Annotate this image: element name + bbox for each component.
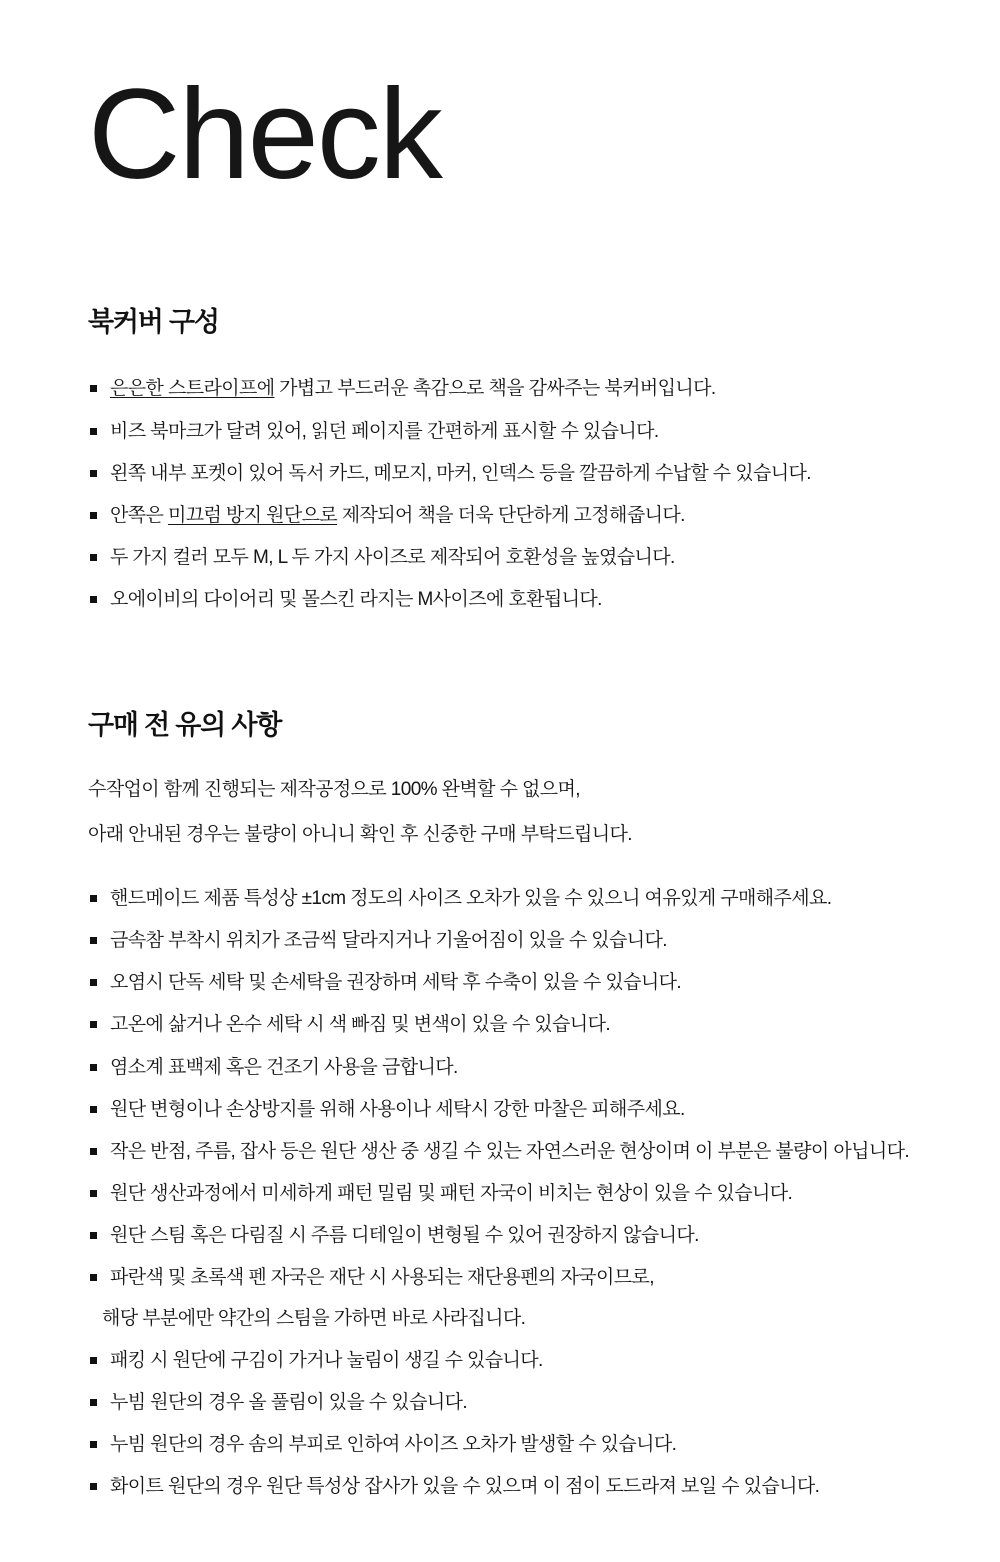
list-item — [90, 546, 940, 569]
list-item-text — [110, 462, 940, 485]
list-item-text: 핸드메이드 제품 특성상 ±1cm 정도의 사이즈 오차가 있을 수 있으니 여유있게 구매해주세요. — [110, 887, 832, 909]
list-item — [90, 1182, 940, 1205]
list-item-text: 누빔 원단의 경우 솜의 부피로 인하여 사이즈 오차가 발생할 수 있습니다. — [110, 1434, 677, 1456]
bullet-square-icon — [90, 1274, 97, 1281]
text-segment: 두 가지 컬러 모두 M, L 두 가지 사이즈로 제작되어 호환성을 높였습니다. — [110, 547, 675, 569]
list-item — [90, 1349, 940, 1372]
list-item — [90, 1224, 940, 1247]
list-item — [90, 1013, 940, 1036]
list-item — [90, 1140, 940, 1163]
list-item — [90, 504, 940, 527]
bullet-square-icon — [90, 512, 97, 519]
list-item — [90, 1266, 940, 1329]
text-segment: 비즈 북마크가 달려 있어, 읽던 페이지를 간편하게 표시할 수 있습니다. — [110, 420, 659, 442]
list-item — [90, 462, 940, 485]
section-purchase-precautions — [88, 703, 940, 1498]
list-item-continuation: 해당 부분에만 약간의 스팀을 가하면 바로 사라집니다. — [102, 1307, 526, 1329]
bullet-square-icon — [90, 937, 97, 944]
section-precautions-heading: 구매 전 유의 사항 — [88, 710, 282, 741]
text-segment: 오에이비의 다이어리 및 몰스킨 라지는 M사이즈에 호환됩니다. — [110, 589, 602, 611]
list-item — [90, 1433, 940, 1456]
list-item — [90, 1056, 940, 1079]
bookcover-bullet-list — [88, 377, 940, 611]
page-title: Check — [88, 63, 441, 206]
bullet-square-icon — [90, 470, 97, 477]
list-item — [90, 1475, 940, 1498]
intro-line: 아래 안내된 경우는 불량이 아니니 확인 후 신중한 구매 부탁드립니다. — [88, 824, 632, 846]
list-item-text: 원단 생산과정에서 미세하게 패턴 밀림 및 패턴 자국이 비치는 현상이 있을 수 있습니다. — [110, 1183, 793, 1205]
bullet-square-icon — [90, 979, 97, 986]
list-item-text: 고온에 삶거나 온수 세탁 시 색 빠짐 및 변색이 있을 수 있습니다. — [110, 1014, 610, 1036]
bullet-square-icon — [90, 1232, 97, 1239]
bullet-square-icon — [90, 1148, 97, 1155]
list-item — [90, 929, 940, 952]
list-item — [90, 588, 940, 611]
list-item — [90, 971, 940, 994]
list-item-text: 금속참 부착시 위치가 조금씩 달라지거나 기울어짐이 있을 수 있습니다. — [110, 930, 667, 952]
bullet-square-icon — [90, 1483, 97, 1490]
list-item-text: 염소계 표백제 혹은 건조기 사용을 금합니다. — [110, 1056, 458, 1078]
intro-line: 수작업이 함께 진행되는 제작공정으로 100% 완벽할 수 없으며, — [88, 779, 580, 801]
bullet-square-icon — [90, 596, 97, 603]
list-item — [90, 377, 940, 400]
bullet-square-icon — [90, 554, 97, 561]
bullet-square-icon — [90, 1399, 97, 1406]
list-item-text — [102, 1266, 940, 1329]
bullet-square-icon — [90, 1106, 97, 1113]
precautions-bullet-list — [88, 887, 940, 1499]
bullet-square-icon — [90, 1190, 97, 1197]
list-item-text — [110, 546, 940, 569]
text-segment: 가볍고 부드러운 촉감으로 책을 감싸주는 북커버입니다. — [274, 378, 716, 400]
list-item — [90, 420, 940, 443]
list-item — [90, 1391, 940, 1414]
text-segment-underlined: 은은한 스트라이프에 — [110, 378, 275, 400]
list-item-text: 화이트 원단의 경우 원단 특성상 잡사가 있을 수 있으며 이 점이 도드라져 보일 수 있습니다. — [110, 1476, 820, 1498]
bullet-square-icon — [90, 385, 97, 392]
list-item-text: 원단 변형이나 손상방지를 위해 사용이나 세탁시 강한 마찰은 피해주세요. — [110, 1098, 685, 1120]
list-item-line: 파란색 및 초록색 펜 자국은 재단 시 사용되는 재단용펜의 자국이므로, — [110, 1267, 654, 1289]
list-item-text — [110, 588, 940, 611]
text-segment: 왼쪽 내부 포켓이 있어 독서 카드, 메모지, 마커, 인덱스 등을 깔끔하게 수납할 수 있습니다. — [110, 462, 811, 484]
section-bookcover-heading: 북커버 구성 — [88, 307, 219, 338]
list-item-text — [110, 504, 940, 527]
list-item-text: 오염시 단독 세탁 및 손세탁을 권장하며 세탁 후 수축이 있을 수 있습니다. — [110, 972, 682, 994]
bullet-square-icon — [90, 1064, 97, 1071]
bullet-square-icon — [90, 1021, 97, 1028]
bullet-square-icon — [90, 1441, 97, 1448]
text-segment: 안쪽은 — [110, 504, 168, 526]
text-segment: 제작되어 책을 더욱 단단하게 고정해줍니다. — [337, 504, 685, 526]
bullet-square-icon — [90, 1357, 97, 1364]
list-item-text: 패킹 시 원단에 구김이 가거나 눌림이 생길 수 있습니다. — [110, 1349, 543, 1371]
section-bookcover-composition — [88, 300, 940, 611]
list-item — [90, 1098, 940, 1121]
list-item — [90, 887, 940, 910]
bullet-square-icon — [90, 895, 97, 902]
list-item-text: 작은 반점, 주름, 잡사 등은 원단 생산 중 생길 수 있는 자연스러운 현상이며 이 부분은 불량이 아닙니다. — [110, 1140, 910, 1162]
list-item-text — [110, 420, 940, 443]
text-segment-underlined: 미끄럼 방지 원단으로 — [167, 504, 338, 526]
precautions-intro — [88, 778, 940, 847]
list-item-text: 누빔 원단의 경우 올 풀림이 있을 수 있습니다. — [110, 1391, 468, 1413]
list-item-text: 원단 스팀 혹은 다림질 시 주름 디테일이 변형될 수 있어 권장하지 않습니다. — [110, 1225, 699, 1247]
list-item-text — [110, 377, 940, 400]
bullet-square-icon — [90, 428, 97, 435]
